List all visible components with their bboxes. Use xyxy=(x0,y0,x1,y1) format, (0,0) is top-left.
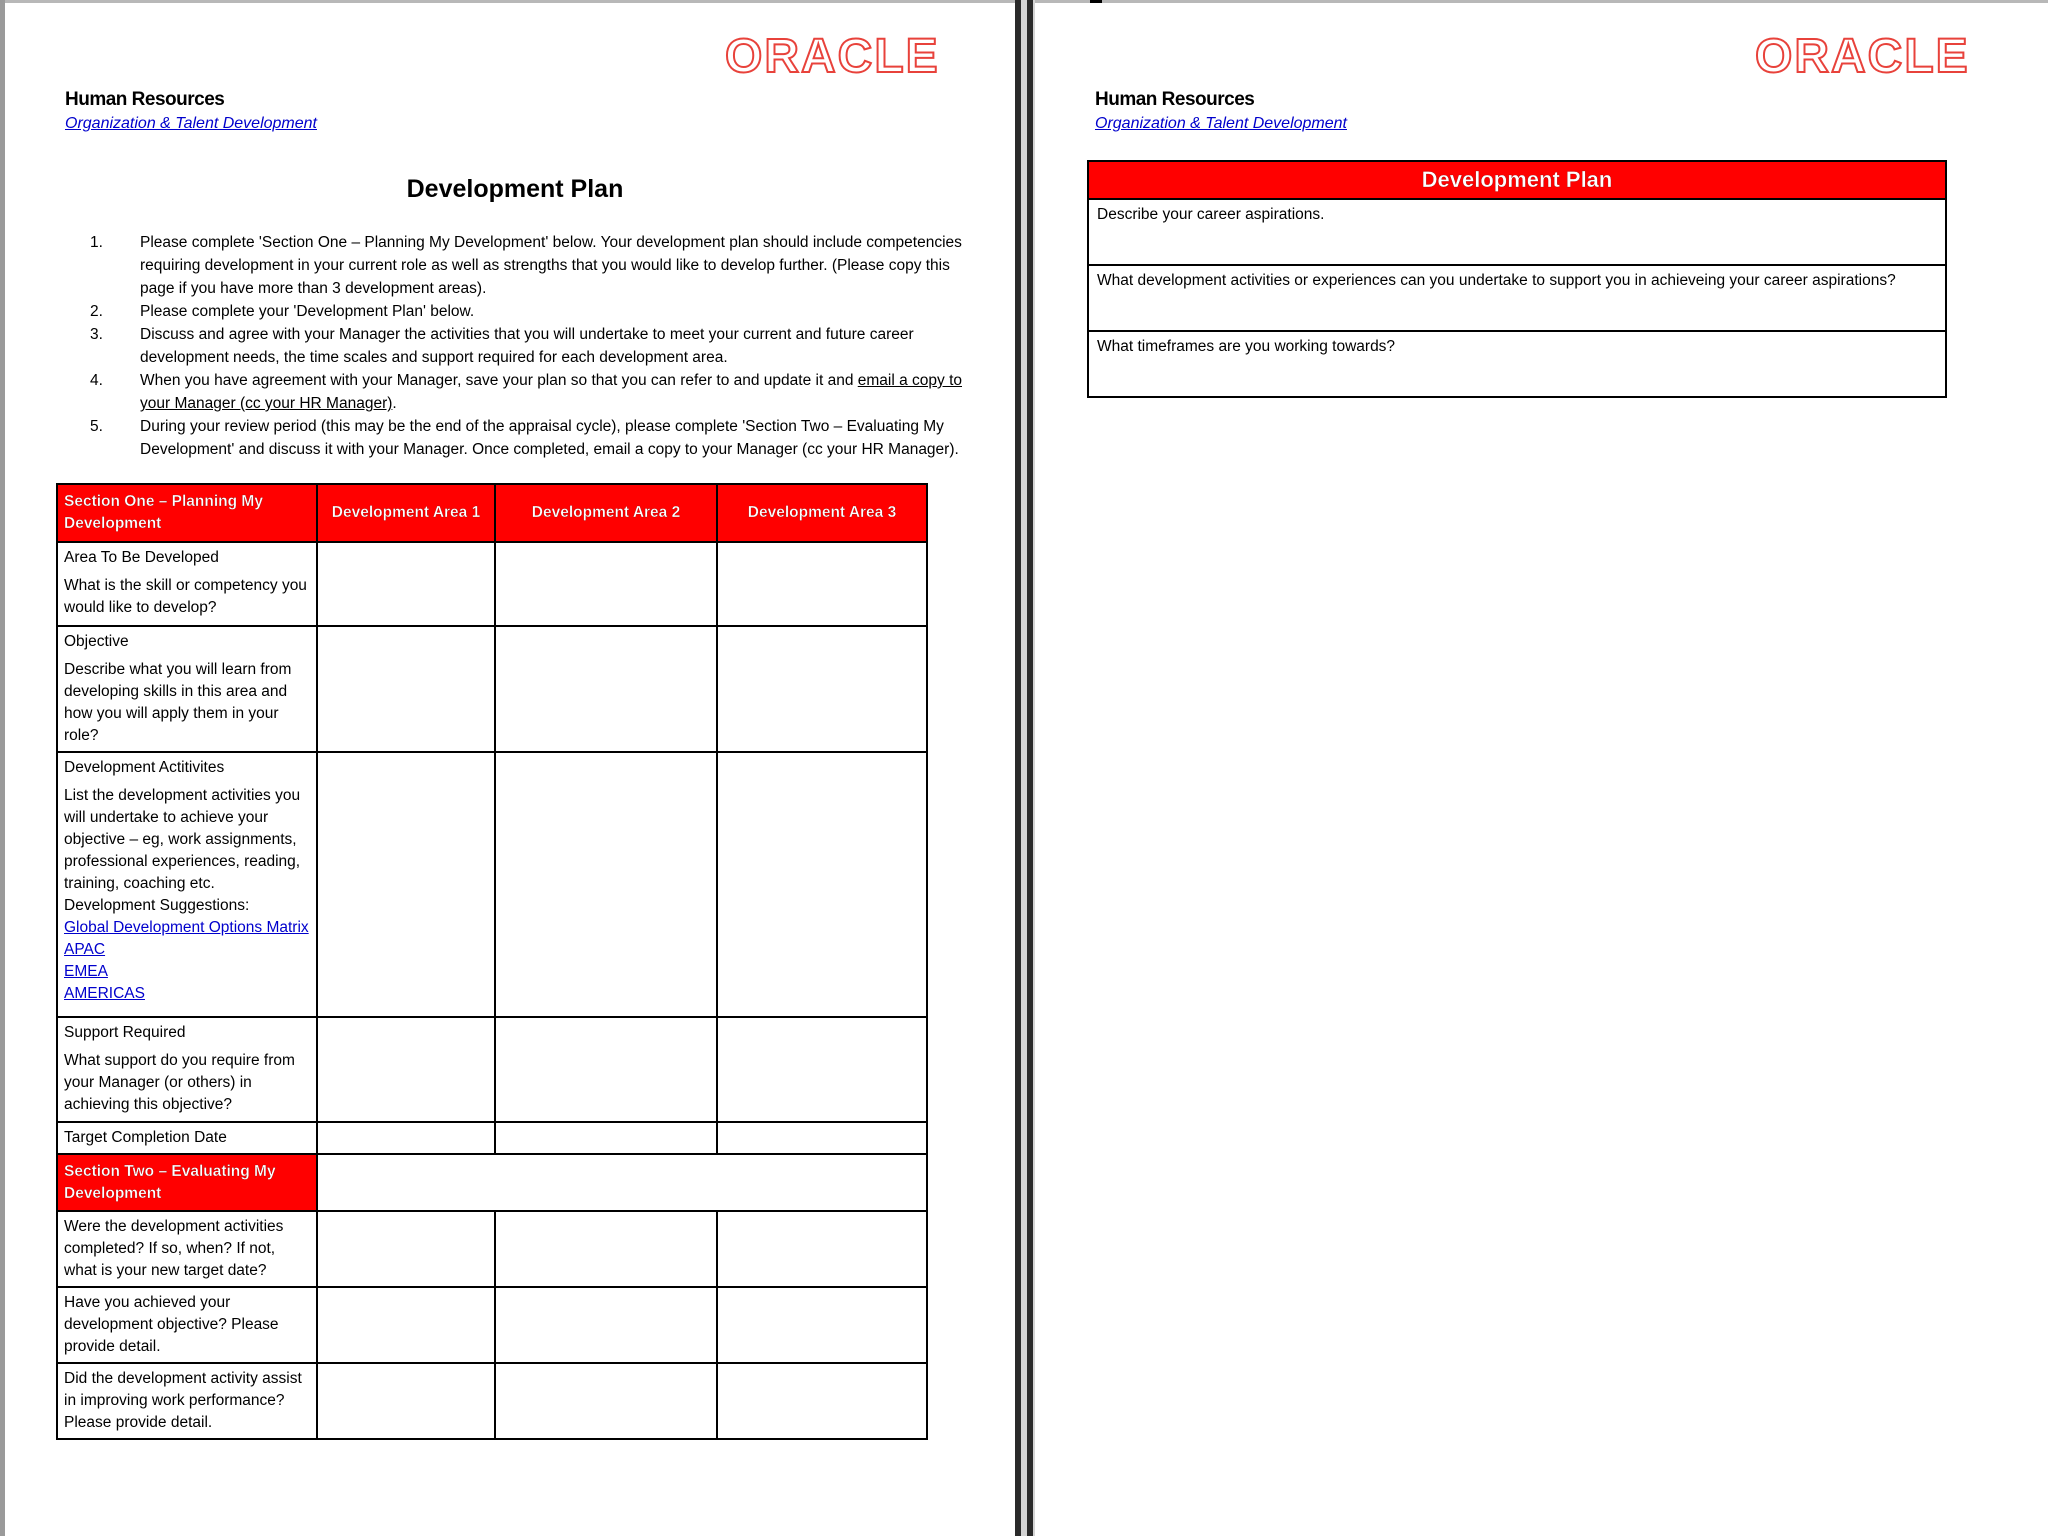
input-cell[interactable] xyxy=(495,542,717,626)
section-two-header: Section Two – Evaluating My Development xyxy=(57,1154,317,1211)
input-cell[interactable] xyxy=(717,752,927,1017)
table-row xyxy=(57,1154,927,1211)
input-cell[interactable] xyxy=(717,1287,927,1363)
org-header xyxy=(1095,89,1347,133)
input-cell[interactable] xyxy=(317,626,495,752)
instruction-item: 4. When you have agreement with your Manager, save your plan so that you can refer to and update it and email a copy to your Manager (cc your HR Manager). xyxy=(90,372,962,412)
input-cell[interactable] xyxy=(495,1017,717,1122)
input-cell[interactable] xyxy=(317,1211,495,1287)
input-cell[interactable] xyxy=(717,1122,927,1154)
input-cell[interactable] xyxy=(495,1287,717,1363)
eval-label-cell: Have you achieved your development objective? Please provide detail. xyxy=(57,1287,317,1363)
table-row xyxy=(57,1122,927,1154)
career-plan-table xyxy=(1087,160,1947,398)
input-cell[interactable] xyxy=(717,626,927,752)
input-cell[interactable] xyxy=(495,1122,717,1154)
page-title: Development Plan xyxy=(406,175,624,203)
page-2 xyxy=(1035,3,2048,1536)
instruction-item: 2. Please complete your 'Development Plan' below. xyxy=(90,303,475,320)
oracle-logo: ORACLE xyxy=(725,30,940,83)
input-cell[interactable] xyxy=(495,752,717,1017)
area-3-header: Development Area 3 xyxy=(717,484,927,542)
input-cell[interactable] xyxy=(495,626,717,752)
org-title: Human Resources xyxy=(65,89,225,110)
career-aspirations-cell[interactable]: Describe your career aspirations. xyxy=(1088,199,1946,265)
input-cell[interactable] xyxy=(495,1363,717,1439)
table-row xyxy=(1088,199,1946,265)
instruction-item: 1. Please complete 'Section One – Planning My Development' below. Your development plan should include competencies requiring development in your current role as well as strengths that you would like to develop further. (Please copy this page if you have more than 3 development areas). xyxy=(90,234,962,297)
americas-link[interactable]: AMERICAS xyxy=(64,985,145,1002)
page-gutter xyxy=(1015,0,1035,1536)
input-cell[interactable] xyxy=(717,1211,927,1287)
instruction-item: 3. Discuss and agree with your Manager the activities that you will undertake to meet your current and future career development needs, the time scales and support required for each development area. xyxy=(90,326,914,366)
instruction-item: 5. During your review period (this may be the end of the appraisal cycle), please complete 'Section Two – Evaluating My Development' and discuss it with your Manager. Once completed, email a copy to your Manager (cc your HR Manager). xyxy=(90,418,959,458)
table-row xyxy=(1088,265,1946,331)
table-row xyxy=(57,752,927,1017)
table-row xyxy=(57,1363,927,1439)
input-cell[interactable] xyxy=(317,1363,495,1439)
development-activities-cell[interactable]: What development activities or experiences can you undertake to support you in achieveing your career aspirations? xyxy=(1088,265,1946,331)
org-link[interactable]: Organization & Talent Development xyxy=(65,115,317,132)
eval-label-cell: Did the development activity assist in improving work performance? Please provide detail. xyxy=(57,1363,317,1439)
area-label-cell: Area To Be Developed What is the skill or competency you would like to develop? xyxy=(57,542,317,626)
table-row xyxy=(57,542,927,626)
email-copy-link[interactable]: email a copy to your Manager (cc your HR Manager) xyxy=(140,372,962,412)
org-title: Human Resources xyxy=(1095,89,1255,110)
input-cell[interactable] xyxy=(317,1122,495,1154)
input-cell[interactable] xyxy=(317,752,495,1017)
development-plan-table xyxy=(56,483,928,1440)
input-cell[interactable] xyxy=(317,542,495,626)
table-row xyxy=(57,1211,927,1287)
input-cell[interactable] xyxy=(717,1363,927,1439)
objective-label-cell: Objective Describe what you will learn from developing skills in this area and how you will apply them in your role? xyxy=(57,626,317,752)
section-two-blank xyxy=(317,1154,927,1211)
activities-label-cell: Development Actitivites List the development activities you will undertake to achieve your objective – eg, work assignments, professional experiences, reading, training, coaching etc. Development Suggestions: Global Development Options Matrix APAC EMEA AMERICAS xyxy=(57,752,317,1017)
target-date-label-cell: Target Completion Date xyxy=(57,1122,317,1154)
org-header xyxy=(65,89,317,133)
oracle-logo: ORACLE xyxy=(1755,30,1970,83)
input-cell[interactable] xyxy=(495,1211,717,1287)
area-2-header: Development Area 2 xyxy=(495,484,717,542)
input-cell[interactable] xyxy=(317,1017,495,1122)
input-cell[interactable] xyxy=(317,1287,495,1363)
apac-link[interactable]: APAC xyxy=(64,941,106,958)
timeframes-cell[interactable]: What timeframes are you working towards? xyxy=(1088,331,1946,397)
section-one-header: Section One – Planning My Development xyxy=(57,484,317,542)
table-row xyxy=(1088,331,1946,397)
emea-link[interactable]: EMEA xyxy=(64,963,108,980)
org-link[interactable]: Organization & Talent Development xyxy=(1095,115,1347,132)
input-cell[interactable] xyxy=(717,1017,927,1122)
table-row xyxy=(57,1287,927,1363)
area-1-header: Development Area 1 xyxy=(317,484,495,542)
table-row xyxy=(57,626,927,752)
development-plan-header: Development Plan xyxy=(1088,161,1946,199)
eval-label-cell: Were the development activities completed? If so, when? If not, what is your new target date? xyxy=(57,1211,317,1287)
page-1 xyxy=(5,3,1015,1536)
global-options-link[interactable]: Global Development Options Matrix xyxy=(64,919,309,936)
table-row xyxy=(57,1017,927,1122)
input-cell[interactable] xyxy=(717,542,927,626)
support-label-cell: Support Required What support do you require from your Manager (or others) in achieving this objective? xyxy=(57,1017,317,1122)
instructions-list xyxy=(90,231,980,461)
